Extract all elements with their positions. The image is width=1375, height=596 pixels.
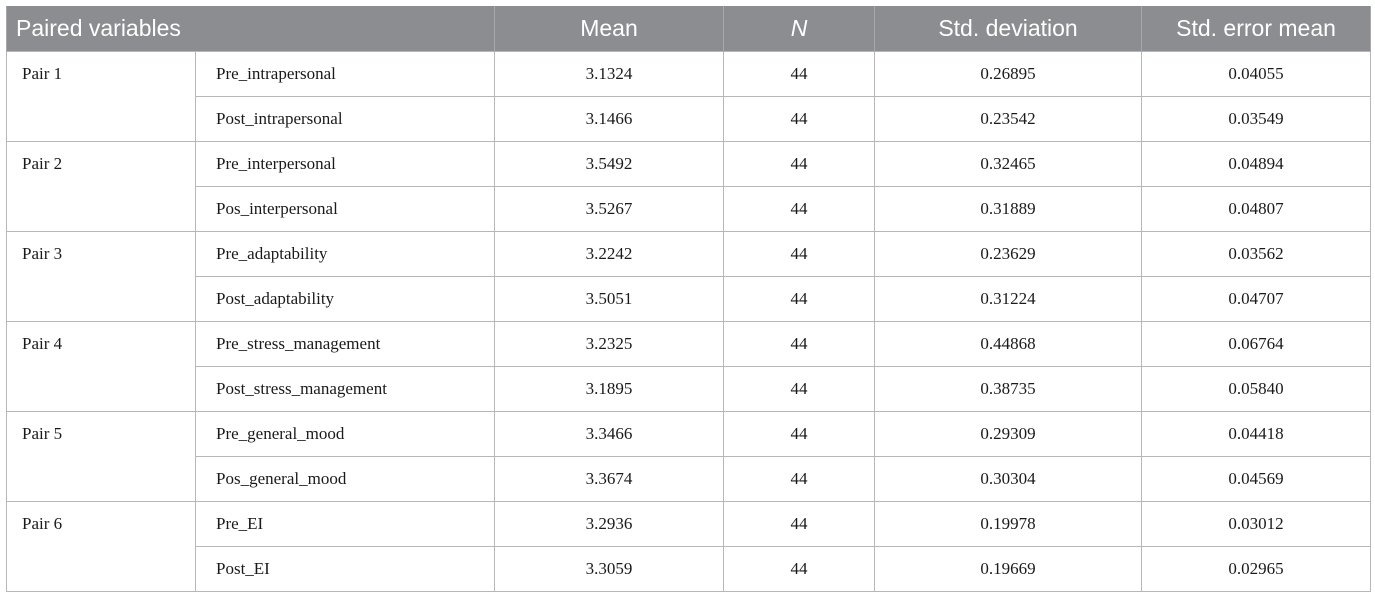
n-cell: 44 [724, 502, 875, 547]
n-cell: 44 [724, 187, 875, 232]
table-row [7, 142, 1371, 187]
mean-cell: 3.5267 [495, 187, 724, 232]
header-n-label: N [790, 15, 808, 41]
std-error-mean-cell: 0.06764 [1142, 322, 1371, 367]
variable-cell: Post_intrapersonal [196, 97, 495, 142]
variable-cell: Pos_general_mood [196, 457, 495, 502]
header-row [7, 6, 1371, 52]
mean-cell: 3.3466 [495, 412, 724, 457]
table-row [7, 97, 1371, 142]
pair-label: Pair 4 [7, 322, 196, 412]
n-cell: 44 [724, 277, 875, 322]
header-mean: Mean [495, 6, 724, 52]
std-deviation-cell: 0.31889 [875, 187, 1142, 232]
paired-statistics-table [6, 6, 1371, 592]
std-error-mean-cell: 0.04707 [1142, 277, 1371, 322]
table-row [7, 367, 1371, 412]
variable-cell: Pre_intrapersonal [196, 52, 495, 97]
std-deviation-cell: 0.26895 [875, 52, 1142, 97]
n-cell: 44 [724, 457, 875, 502]
mean-cell: 3.2242 [495, 232, 724, 277]
std-error-mean-cell: 0.03562 [1142, 232, 1371, 277]
variable-cell: Pos_interpersonal [196, 187, 495, 232]
std-deviation-cell: 0.32465 [875, 142, 1142, 187]
std-deviation-cell: 0.19669 [875, 547, 1142, 592]
pair-label: Pair 5 [7, 412, 196, 502]
table-row [7, 412, 1371, 457]
table-row [7, 322, 1371, 367]
table-row [7, 232, 1371, 277]
std-error-mean-cell: 0.04807 [1142, 187, 1371, 232]
table-row [7, 187, 1371, 232]
n-cell: 44 [724, 97, 875, 142]
mean-cell: 3.1466 [495, 97, 724, 142]
variable-cell: Post_adaptability [196, 277, 495, 322]
table-row [7, 547, 1371, 592]
table-row [7, 52, 1371, 97]
std-deviation-cell: 0.30304 [875, 457, 1142, 502]
mean-cell: 3.1895 [495, 367, 724, 412]
std-error-mean-cell: 0.05840 [1142, 367, 1371, 412]
mean-cell: 3.3674 [495, 457, 724, 502]
std-error-mean-cell: 0.04894 [1142, 142, 1371, 187]
pair-label: Pair 2 [7, 142, 196, 232]
pair-label: Pair 1 [7, 52, 196, 142]
std-error-mean-cell: 0.04055 [1142, 52, 1371, 97]
mean-cell: 3.1324 [495, 52, 724, 97]
n-cell: 44 [724, 547, 875, 592]
variable-cell: Post_EI [196, 547, 495, 592]
mean-cell: 3.5051 [495, 277, 724, 322]
std-deviation-cell: 0.44868 [875, 322, 1142, 367]
n-cell: 44 [724, 142, 875, 187]
mean-cell: 3.2936 [495, 502, 724, 547]
std-deviation-cell: 0.31224 [875, 277, 1142, 322]
variable-cell: Pre_adaptability [196, 232, 495, 277]
std-deviation-cell: 0.23542 [875, 97, 1142, 142]
n-cell: 44 [724, 367, 875, 412]
table-row [7, 457, 1371, 502]
pair-label: Pair 6 [7, 502, 196, 592]
mean-cell: 3.3059 [495, 547, 724, 592]
variable-cell: Pre_EI [196, 502, 495, 547]
std-deviation-cell: 0.38735 [875, 367, 1142, 412]
n-cell: 44 [724, 412, 875, 457]
table-row [7, 277, 1371, 322]
n-cell: 44 [724, 52, 875, 97]
header-std-error-mean: Std. error mean [1142, 6, 1371, 52]
std-deviation-cell: 0.23629 [875, 232, 1142, 277]
pair-label: Pair 3 [7, 232, 196, 322]
mean-cell: 3.2325 [495, 322, 724, 367]
variable-cell: Pre_general_mood [196, 412, 495, 457]
variable-cell: Pre_interpersonal [196, 142, 495, 187]
std-error-mean-cell: 0.03549 [1142, 97, 1371, 142]
header-std-deviation: Std. deviation [875, 6, 1142, 52]
std-error-mean-cell: 0.04569 [1142, 457, 1371, 502]
n-cell: 44 [724, 322, 875, 367]
std-deviation-cell: 0.19978 [875, 502, 1142, 547]
n-cell: 44 [724, 232, 875, 277]
variable-cell: Pre_stress_management [196, 322, 495, 367]
header-n [724, 6, 875, 52]
std-error-mean-cell: 0.03012 [1142, 502, 1371, 547]
mean-cell: 3.5492 [495, 142, 724, 187]
std-error-mean-cell: 0.02965 [1142, 547, 1371, 592]
std-deviation-cell: 0.29309 [875, 412, 1142, 457]
table-row [7, 502, 1371, 547]
header-paired-variables: Paired variables [7, 6, 495, 52]
std-error-mean-cell: 0.04418 [1142, 412, 1371, 457]
variable-cell: Post_stress_management [196, 367, 495, 412]
